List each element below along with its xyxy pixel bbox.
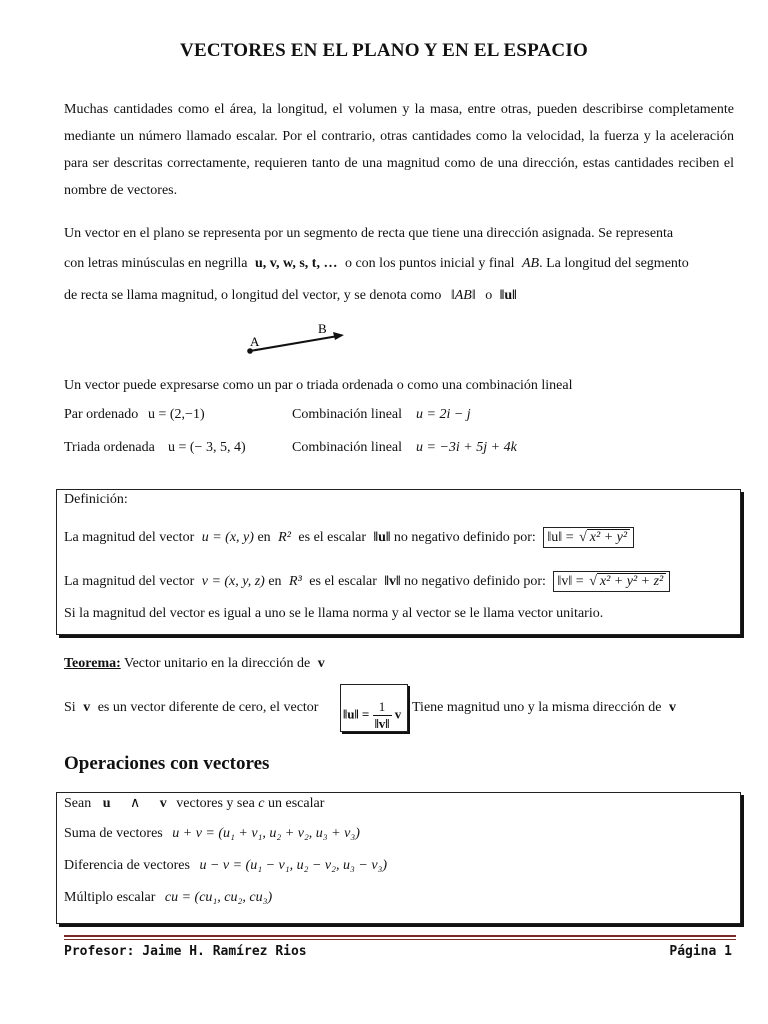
vector-def-line-2-text-a: con letras minúsculas en negrilla: [64, 256, 248, 271]
vector-def-line-2: [64, 256, 689, 272]
diferencia-line: [64, 858, 387, 874]
unit-vector-formula: [343, 699, 401, 732]
footer-author: Profesor: Jaime H. Ramírez Rios: [64, 944, 307, 959]
points-ab: AB: [522, 256, 540, 271]
def-1-text-b: es el escalar: [298, 530, 367, 545]
or-word: o: [485, 288, 493, 303]
unit-vector-fraction: [373, 699, 392, 732]
diferencia-label: Diferencia de vectores: [64, 858, 190, 873]
def-2-en: en: [268, 574, 282, 589]
def-2-norm: ‖v‖: [384, 574, 401, 589]
label-b: B: [318, 321, 327, 336]
teorema-si: Si: [64, 700, 76, 715]
triada-value: u = (− 3, 5, 4): [168, 440, 246, 455]
footer-rule-thick: [64, 935, 736, 937]
teorema-end-line: [412, 700, 676, 716]
vector-segment: [250, 336, 338, 351]
def-1-text-a: La magnitud del vector: [64, 530, 195, 545]
definition-line-2: [64, 574, 670, 590]
def-1-vector: u = (x, y): [201, 530, 254, 545]
unit-vector-rhs: v: [394, 706, 402, 722]
teorema-v2: v: [669, 700, 676, 715]
def-2-text-a: La magnitud del vector: [64, 574, 195, 589]
operations-heading: Operaciones con vectores: [64, 753, 270, 774]
suma-label: Suma de vectores: [64, 826, 163, 841]
def-1-formula-radicand: x² + y²: [587, 529, 630, 545]
sean-u: u: [102, 796, 111, 811]
def-2-text-c: no negativo definido por:: [404, 574, 546, 589]
sqrt-icon: √: [589, 574, 597, 589]
vector-def-line-3-text: de recta se llama magnitud, o longitud del vector, y se denota como: [64, 288, 442, 303]
definition-line-3: Si la magnitud del vector es igual a uno se le llama norma y al vector se le llama vector unitario.: [64, 606, 604, 621]
multiplo-value: cu = (cu₁, cu₂, cu₃): [164, 890, 273, 905]
triada-label: Triada ordenada: [64, 440, 155, 455]
def-2-text-b: es el escalar: [309, 574, 377, 589]
norm-ab: ‖AB‖: [450, 288, 476, 303]
vector-arrowhead: [333, 332, 344, 340]
comb-label-2: Combinación lineal: [292, 440, 403, 455]
vector-diagram: [240, 318, 360, 358]
label-a: A: [250, 334, 260, 349]
sean-rest-b: un escalar: [268, 796, 325, 811]
norm-u: ‖u‖: [499, 288, 517, 303]
initial-point: [247, 348, 253, 354]
sean-v: v: [159, 796, 167, 811]
fraction-denominator: ‖v‖: [374, 716, 390, 731]
comb-label-1: Combinación lineal: [292, 407, 403, 422]
def-1-text-c: no negativo definido por:: [393, 530, 536, 545]
vector-def-line-1: Un vector en el plano se representa por un segmento de recta que tiene una dirección asignada. Se representa: [64, 226, 674, 241]
suma-line: [64, 826, 360, 842]
comb-value-1: u = 2i − j: [416, 407, 471, 422]
operations-sean-line: [64, 795, 324, 812]
par-label: Par ordenado: [64, 407, 139, 422]
unit-vector-formula-box: [340, 684, 408, 732]
def-2-formula: [553, 571, 670, 592]
teorema-mid: es un vector diferente de cero, el vector: [97, 700, 319, 715]
def-1-formula-lhs: ‖u‖ =: [547, 530, 574, 545]
def-2-vector: v = (x, y, z): [201, 574, 265, 589]
sqrt-icon: √: [579, 530, 587, 545]
teorema-label: Teorema:: [64, 656, 121, 671]
teorema-v1: v: [83, 700, 91, 715]
multiplo-line: [64, 890, 272, 906]
fraction-numerator: 1: [373, 699, 392, 716]
def-1-formula: [543, 527, 634, 548]
def-1-space: R²: [278, 530, 291, 545]
intro-paragraph: Muchas cantidades como el área, la longitud, el volumen y la masa, entre otras, pueden describirse completamente mediante un número llamado escalar. Por el contrario, otras cantidades como la velocidad, la fuerza y la aceleración para ser descritas correctamente, requieren tanto de una magnitud como de una dirección, estas cantidades reciben el nombre de vectores.: [64, 102, 734, 198]
def-1-norm: ‖u‖: [373, 530, 391, 545]
def-2-formula-lhs: ‖v‖ =: [557, 574, 584, 589]
sean-rest-a: vectores y sea: [176, 796, 255, 811]
multiplo-label: Múltiplo escalar: [64, 890, 156, 905]
definition-line-1: [64, 530, 634, 546]
comb-value-2: u = −3i + 5j + 4k: [416, 440, 517, 455]
and-symbol: ∧: [130, 796, 141, 811]
par-value: u = (2,−1): [148, 407, 205, 422]
suma-value: u + v = (u₁ + v₁, u₂ + v₂, u₃ + v₃): [172, 826, 360, 841]
footer-rule-thin: [64, 939, 736, 940]
def-1-en: en: [257, 530, 271, 545]
vector-def-line-2-text-c: . La longitud del segmento: [539, 256, 689, 271]
vector-letters: u, v, w, s, t, …: [255, 256, 338, 271]
expr-intro: Un vector puede expresarse como un par o triada ordenada o como una combinación lineal: [64, 378, 573, 393]
diferencia-value: u − v = (u₁ − v₁, u₂ − v₂, u₃ − v₃): [199, 858, 388, 873]
sean-word: Sean: [64, 796, 92, 811]
scalar-c: c: [258, 796, 265, 811]
teorema-end: Tiene magnitud uno y la misma dirección de: [412, 700, 662, 715]
footer-page-number: Página 1: [669, 944, 732, 959]
teorema-si-line: [64, 700, 318, 716]
teorema-line: [64, 656, 325, 672]
vector-def-line-2-text-b: o con los puntos inicial y final: [344, 256, 515, 271]
unit-vector-lhs: ‖u‖ =: [343, 706, 370, 722]
vector-def-line-3: [64, 288, 517, 304]
def-2-formula-radicand: x² + y² + z²: [597, 573, 666, 589]
page-title: VECTORES EN EL PLANO Y EN EL ESPACIO: [180, 40, 588, 61]
teorema-text: Vector unitario en la dirección de: [124, 656, 311, 671]
teorema-var: v: [317, 656, 325, 671]
def-2-space: R³: [289, 574, 302, 589]
definition-heading: Definición:: [64, 492, 128, 507]
